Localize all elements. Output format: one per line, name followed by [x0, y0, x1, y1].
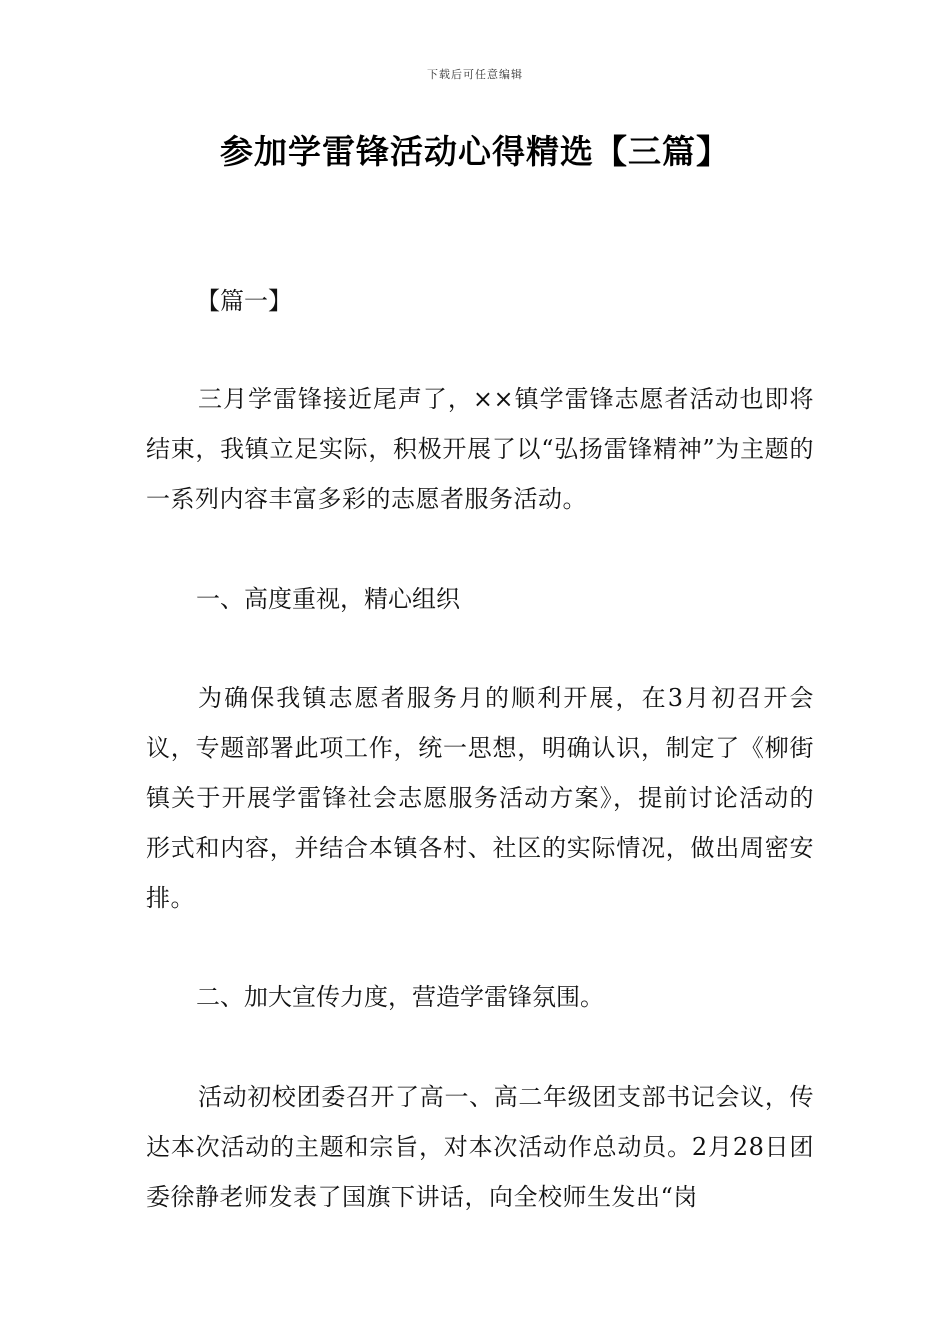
- section-heading-1: 一、高度重视，精心组织: [196, 585, 460, 613]
- paragraph-1: 三月学雷锋接近尾声了，××镇学雷锋志愿者活动也即将结束，我镇立足实际，积极开展了以“弘扬雷锋精神”为主题的一系列内容丰富多彩的志愿者服务活动。: [146, 385, 814, 513]
- paragraph-2: 为确保我镇志愿者服务月的顺利开展，在3月初召开会议，专题部署此项工作，统一思想，明确认识，制定了《柳街镇关于开展学雷锋社会志愿服务活动方案》，提前讨论活动的形式和内容，并结合本镇各村、社区的实际情况，做出周密安排。: [146, 684, 814, 912]
- page-title: 参加学雷锋活动心得精选【三篇】: [220, 132, 730, 171]
- part-label: 【篇一】: [196, 287, 292, 315]
- section-heading-2: 二、加大宣传力度，营造学雷锋氛围。: [196, 983, 604, 1011]
- paragraph-3: 活动初校团委召开了高一、高二年级团支部书记会议，传达本次活动的主题和宗旨，对本次活动作总动员。2月28日团委徐静老师发表了国旗下讲话，向全校师生发出“岗: [146, 1083, 814, 1211]
- header-note: 下载后可任意编辑: [427, 68, 523, 81]
